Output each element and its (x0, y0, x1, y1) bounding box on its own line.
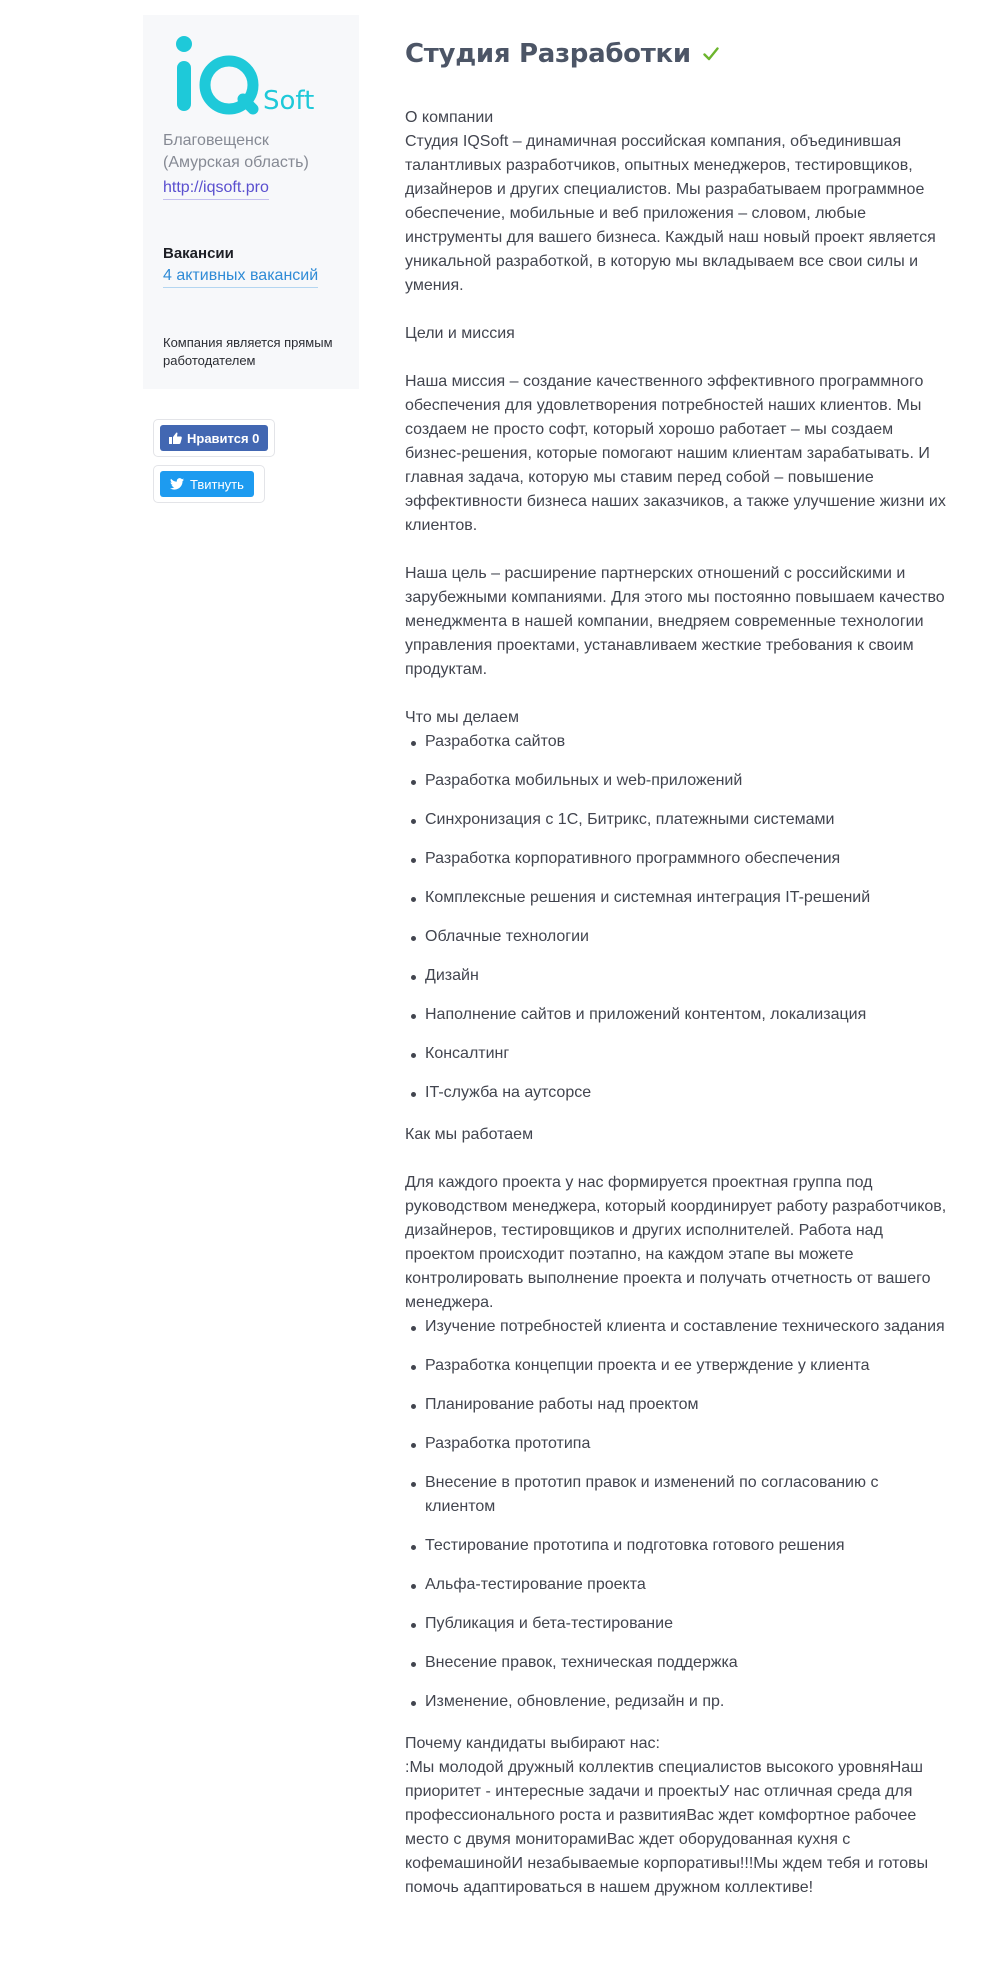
list-item: Внесение в прототип правок и изменений по согласованию с клиентом (405, 1471, 950, 1519)
about-text: Студия IQSoft – динамичная российская компания, объединившая талантливых разработчиков, опытных менеджеров, тестировщиков, дизайнеров и других специалистов. Мы разрабатываем программное обеспечение, мобильные и веб приложения – словом, любые инструменты для вашего бизнеса. Каждый наш новый проект является уникальной разработкой, в которую мы вкладываем все свои силы и умения. (405, 133, 936, 294)
vacancies-title: Вакансии (163, 245, 234, 262)
list-item: Публикация и бета-тестирование (405, 1612, 950, 1636)
tweet-label: Твитнуть (190, 476, 244, 492)
iqsoft-logo-icon (173, 35, 333, 115)
svg-text:Soft: Soft (263, 86, 315, 115)
list-item: Разработка концепции проекта и ее утверждение у клиента (405, 1354, 950, 1378)
list-item: Изучение потребностей клиента и составление технического задания (405, 1315, 950, 1339)
list-item: Планирование работы над проектом (405, 1393, 950, 1417)
list-item: Комплексные решения и системная интеграция IT-решений (405, 886, 950, 910)
twitter-bird-icon (170, 478, 184, 490)
process-steps-list (405, 1315, 950, 1714)
page-header (405, 36, 950, 72)
why-heading: Почему кандидаты выбирают нас: (405, 1735, 660, 1752)
company-card (143, 15, 359, 389)
list-item: Разработка мобильных и web-приложений (405, 769, 950, 793)
list-item: Изменение, обновление, редизайн и пр. (405, 1690, 950, 1714)
facebook-like-button[interactable] (160, 425, 268, 451)
list-item: Наполнение сайтов и приложений контентом, локализация (405, 1003, 950, 1027)
company-website-link[interactable]: http://iqsoft.pro (163, 178, 269, 200)
list-item: Синхронизация с 1С, Битрикс, платежными системами (405, 808, 950, 832)
social-buttons (153, 419, 359, 503)
list-item: Разработка сайтов (405, 730, 950, 754)
company-main (405, 36, 950, 1900)
list-item: Тестирование прототипа и подготовка готового решения (405, 1534, 950, 1558)
thumbs-up-icon (169, 432, 182, 444)
goal-text: Наша цель – расширение партнерских отношений с российскими и зарубежными компаниями. Для этого мы постоянно повышаем качество менеджмента в нашей компании, внедряем современные технологии управления проектами, устанавливаем жесткие требования к своим продуктам. (405, 565, 945, 678)
why-text: :Мы молодой дружный коллектив специалистов высокого уровняНаш приоритет - интересные задачи и проектыУ нас отличная среда для профессионального роста и развитияВас ждет комфортное рабочее место с двумя мониторамиВас ждет оборудованная кухня с кофемашинойИ незабываемые корпоративы!!!Мы ждем тебя и готовы помочь адаптироваться в нашем дружном коллективе! (405, 1759, 929, 1896)
about-heading: О компании (405, 109, 494, 126)
list-item: Облачные технологии (405, 925, 950, 949)
list-item: Внесение правок, техническая поддержка (405, 1651, 950, 1675)
company-logo[interactable] (173, 33, 339, 115)
check-icon (703, 47, 719, 61)
direct-employer-note: Компания является прямым работодателем (163, 335, 333, 368)
list-item: Разработка корпоративного программного обеспечения (405, 847, 950, 871)
list-item: IT-служба на аутсорсе (405, 1081, 950, 1105)
process-heading: Как мы работаем (405, 1126, 534, 1143)
goals-heading: Цели и миссия (405, 325, 515, 342)
company-sidebar (143, 15, 359, 503)
services-heading: Что мы делаем (405, 709, 519, 726)
twitter-tweet-widget (153, 465, 265, 503)
list-item: Консалтинг (405, 1042, 950, 1066)
page-title: Студия Разработки (405, 39, 691, 69)
services-list (405, 730, 950, 1105)
list-item: Альфа-тестирование проекта (405, 1573, 950, 1597)
list-item: Дизайн (405, 964, 950, 988)
facebook-like-widget (153, 419, 275, 457)
process-text: Для каждого проекта у нас формируется проектная группа под руководством менеджера, который координирует работу разработчиков, дизайнеров, тестировщиков и других исполнителей. Работа над проектом происходит поэтапно, на каждом этапе вы можете контролировать выполнение проекта и получать отчетность от вашего менеджера. (405, 1174, 947, 1311)
facebook-like-label: Нравится 0 (187, 430, 260, 446)
mission-text: Наша миссия – создание качественного эффективного программного обеспечения для удовлетворения потребностей наших клиентов. Мы создаем не просто софт, который хорошо работает – мы создаем бизнес-решения, которые помогают нашим клиентам зарабатывать. И главная задача, которую мы ставим перед собой – повышение эффективности бизнеса наших заказчиков, а также улучшение жизни их клиентов. (405, 373, 946, 534)
active-vacancies-link[interactable]: 4 активных вакансий (163, 266, 318, 288)
company-description (405, 106, 950, 1900)
company-city: Благовещенск (Амурская область) (163, 132, 309, 171)
list-item: Разработка прототипа (405, 1432, 950, 1456)
tweet-button[interactable] (160, 471, 254, 497)
